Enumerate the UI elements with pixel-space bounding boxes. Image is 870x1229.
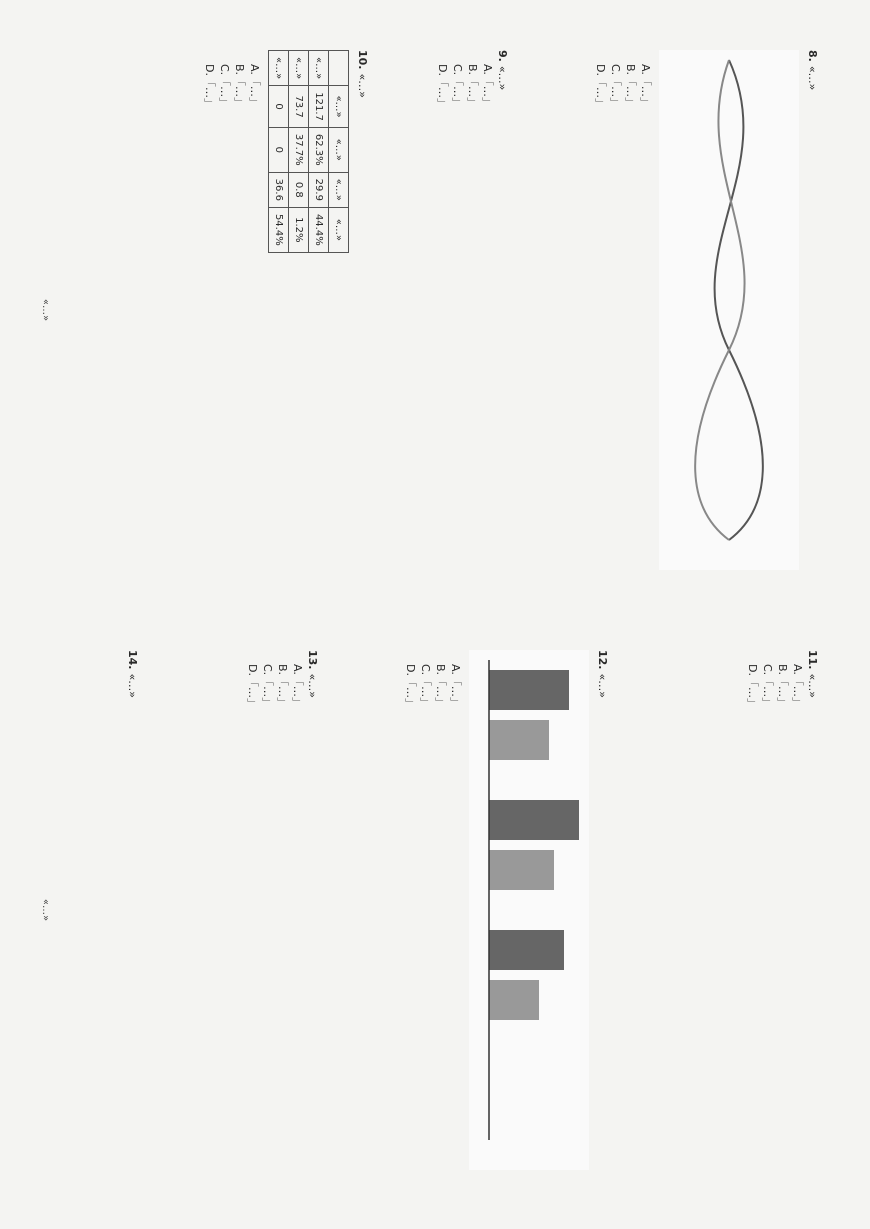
question-9: 9.«…» A.「…」 B.「…」 C.「…」 D.「…」 [436, 50, 509, 109]
table-q10: «…» «…» «…» «…» «…» 121.7 62.3% 29.9 44.4% «…» 73.7 37.7% 0.8 1.2% «…» 0 0 36.6 54.4% [268, 50, 349, 253]
question-13: 13.«…» A.「…」 B.「…」 C.「…」 D.「…」 [246, 650, 319, 709]
question-11: 11.«…» A.「…」 B.「…」 C.「…」 D.「…」 [746, 650, 819, 709]
page-top [30, 30, 840, 590]
question-10: 10.«…» «…» «…» «…» «…» «…» 121.7 62.3% 29.9 44.4% «…» 73.7 37.7% 0.8 1.2% «…» 0 0 36.6 54.4% A.「…」 B.「…」 C.「…」 D.「…」 [202, 50, 370, 570]
page-footer-top: «…» [40, 298, 51, 322]
question-12: 12.«…» A.「…」 B.「…」 C.「…」 D.「…」 [403, 650, 610, 1170]
page-footer-bottom: «…» [40, 898, 51, 922]
figure-q12 [469, 650, 589, 1170]
question-8: 8.«…» A.「…」 B.「…」 C.「…」 D.「…」 [593, 50, 820, 570]
page-bottom [30, 630, 840, 1190]
question-14: 14.«…» [126, 650, 139, 698]
figure-q8 [659, 50, 799, 570]
